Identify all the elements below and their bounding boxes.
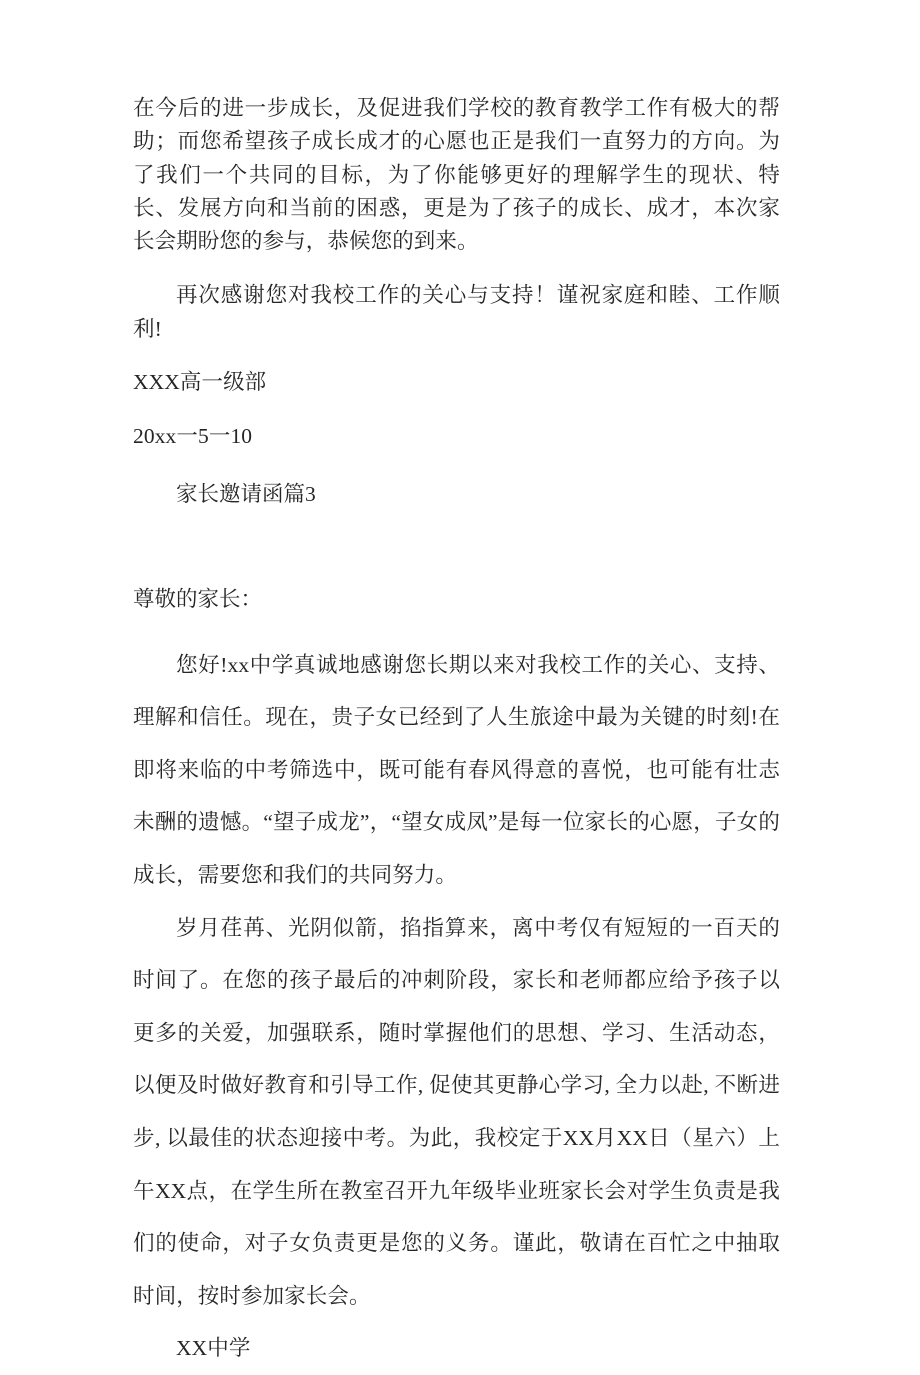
heading-bottom-spacer <box>133 511 780 583</box>
paragraph-gratitude: 您好!xx中学真诚地感谢您长期以来对我校工作的关心、支持、理解和信任。现在，贵子女已经到了人生旅途中最为关键的时刻!在即将来临的中考筛选中，既可能有春风得意的喜悦，也可能有壮志未酬的遗憾。“望子成龙”，“望女成凤”是每一位家长的心愿，子女的成长，需要您和我们的共同努力。 <box>133 652 780 888</box>
paragraph-spacer <box>133 258 780 279</box>
paragraph-meeting-details: 岁月荏苒、光阴似箭，掐指算来，离中考仅有短短的一百天的时间了。在您的孩子最后的冲刺阶段，家长和老师都应给予孩子以更多的关爱，加强联系，随时掌握他们的思想、学习、生活动态，以便及时做好教育和引导工作, 促使其更静心学习, 全力以赴, 不断进步, 以最佳的状态迎接中考。为此，我校定于XX月XX日（星六）上午XX点，在学生所在教室召开九年级毕业班家长会对学生负责是我们的使命，对子女负责更是您的义务。谨此，敬请在百忙之中抽取时间，按时参加家长会。 <box>133 915 780 1308</box>
document-body <box>133 92 780 1375</box>
paragraph-closing-thanks: 再次感谢您对我校工作的关心与支持！谨祝家庭和睦、工作顺利! <box>133 283 780 341</box>
signature-school: XX中学 <box>176 1336 251 1361</box>
letter-section-3-body <box>133 639 780 1375</box>
section-heading-invitation-3: 家长邀请函篇3 <box>176 481 316 506</box>
signature-date: 20xx一5一10 <box>133 424 253 449</box>
date-spacer <box>133 399 780 420</box>
salutation: 尊敬的家长： <box>133 586 263 611</box>
salutation-spacer <box>133 616 780 639</box>
letter-section-continued <box>133 92 780 454</box>
paragraph-continuation: 在今后的进一步成长，及促进我们学校的教育教学工作有极大的帮助；而您希望孩子成长成才的心愿也正是我们一直努力的方向。为了我们一个共同的目标，为了你能够更好的理解学生的现状、特长、发展方向和当前的困惑，更是为了孩子的成长、成才，本次家长会期盼您的参与，恭候您的到来。 <box>133 96 780 254</box>
signature-organization: XXX高一级部 <box>133 370 267 395</box>
signature-spacer <box>133 346 780 366</box>
section-spacer <box>133 454 780 478</box>
